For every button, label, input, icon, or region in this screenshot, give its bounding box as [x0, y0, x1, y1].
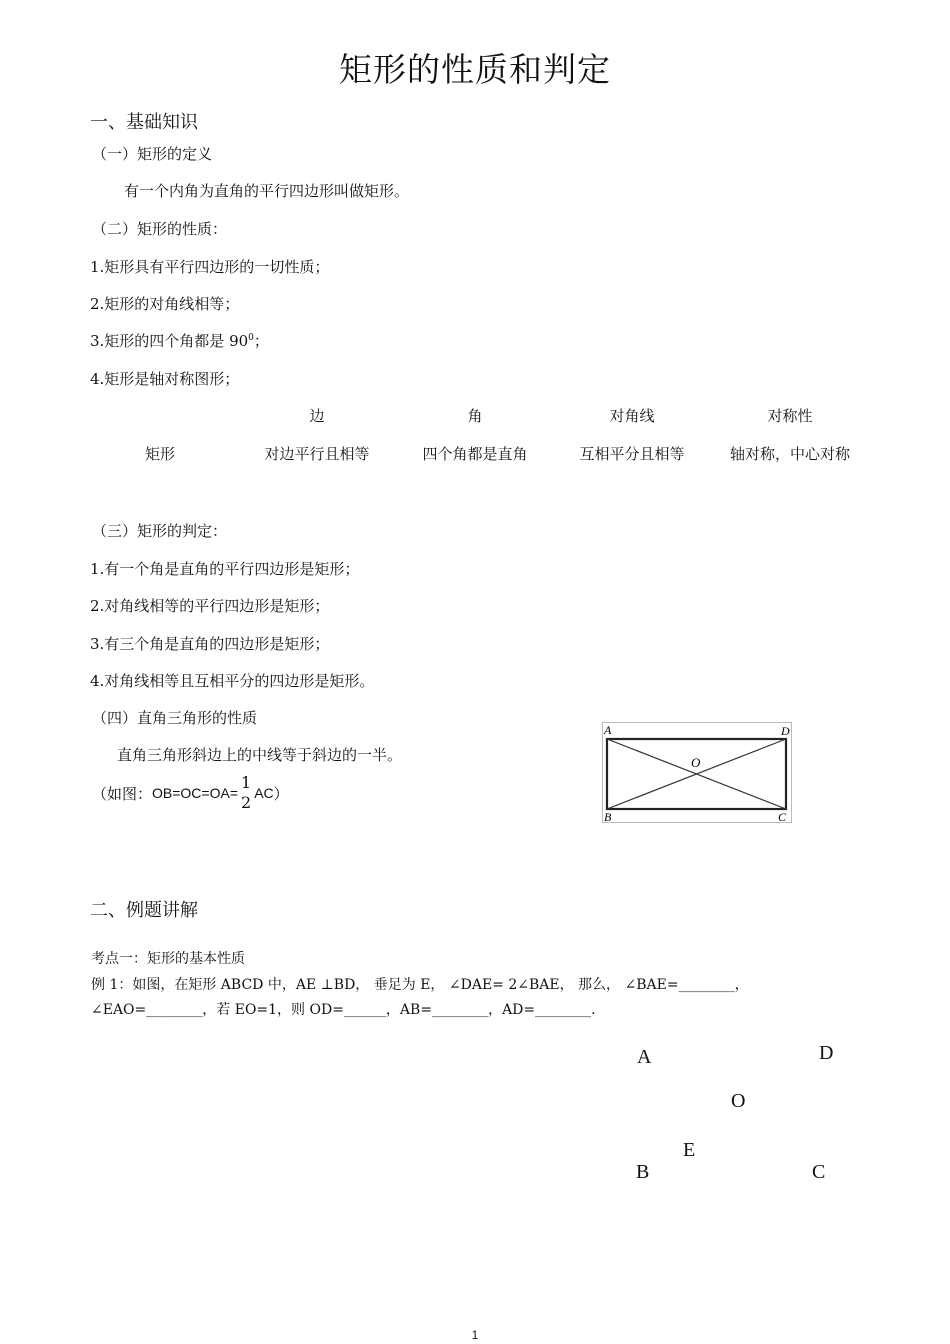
- judgement-heading: （三）矩形的判定：: [92, 522, 228, 540]
- right-triangle-text: 直角三角形斜边上的中线等于斜边的一半。: [117, 746, 403, 764]
- property-item: 1.矩形具有平行四边形的一切性质；: [90, 258, 330, 276]
- property-end: ；: [253, 332, 269, 350]
- table-header: 对称性: [767, 407, 813, 425]
- definition-text: 有一个内角为直角的平行四边形叫做矩形。: [124, 182, 410, 200]
- fraction-denominator: 2: [241, 793, 252, 812]
- label-a: A: [604, 723, 612, 737]
- page-number: 1: [471, 1328, 479, 1342]
- judgement-item: 4.对角线相等且互相平分的四边形是矩形。: [90, 672, 375, 690]
- label-o: O: [691, 755, 701, 770]
- section2-heading: 二、例题讲解: [90, 900, 198, 921]
- table-header: 边: [309, 407, 325, 425]
- point-o: O: [731, 1090, 746, 1112]
- example-1-line2: ∠EAO=________，若 EO=1，则 OD=______，AB=________，AD=________.: [91, 1002, 596, 1018]
- label-b: B: [604, 810, 612, 824]
- degree-superscript: 0: [248, 333, 254, 343]
- point-e: E: [683, 1139, 696, 1161]
- median-formula: [92, 770, 289, 816]
- label-c: C: [778, 810, 787, 824]
- property-text: 3.矩形的四个角都是 90: [90, 332, 249, 350]
- table-cell: 四个角都是直角: [422, 445, 528, 463]
- table-row-label: 矩形: [144, 445, 175, 463]
- judgement-item: 2.对角线相等的平行四边形是矩形；: [90, 597, 330, 615]
- point-d: D: [819, 1042, 834, 1064]
- formula-equation: OB=OC=OA=: [152, 785, 238, 801]
- table-cell: 对边平行且相等: [264, 445, 370, 463]
- formula-close: ）: [273, 784, 289, 803]
- properties-heading: （二）矩形的性质：: [92, 220, 228, 238]
- section1-heading: 一、基础知识: [90, 112, 198, 133]
- formula-suffix: AC: [254, 785, 274, 801]
- table-cell: 互相平分且相等: [579, 445, 685, 463]
- example-1-line1: 例 1：如图，在矩形 ABCD 中，AE ⊥BD， 垂足为 E， ∠DAE= 2∠BAE， 那么， ∠BAE=________，: [91, 977, 749, 993]
- definition-heading: （一）矩形的定义: [92, 145, 213, 163]
- judgement-item: 1.有一个角是直角的平行四边形是矩形；: [90, 560, 360, 578]
- judgement-item: 3.有三个角是直角的四边形是矩形；: [90, 635, 330, 653]
- rectangle-diagram: [602, 722, 794, 824]
- table-header: 对角线: [609, 407, 655, 425]
- page-title: 矩形的性质和判定: [339, 50, 611, 89]
- figure-frame: [603, 723, 792, 823]
- formula-prefix: （如图：: [92, 784, 153, 803]
- property-item: 2.矩形的对角线相等；: [90, 295, 240, 313]
- fraction-numerator: 1: [241, 773, 252, 792]
- fraction: [241, 773, 251, 813]
- point-c: C: [812, 1161, 826, 1183]
- property-item: [90, 330, 269, 351]
- property-item: 4.矩形是轴对称图形；: [90, 370, 240, 388]
- key-point: 考点一：矩形的基本性质: [91, 951, 245, 967]
- point-a: A: [637, 1046, 652, 1068]
- label-d: D: [781, 724, 790, 738]
- table-header: 角: [467, 407, 483, 425]
- point-b: B: [636, 1161, 650, 1183]
- table-cell: 轴对称，中心对称: [729, 445, 850, 463]
- right-triangle-heading: （四）直角三角形的性质: [92, 709, 258, 727]
